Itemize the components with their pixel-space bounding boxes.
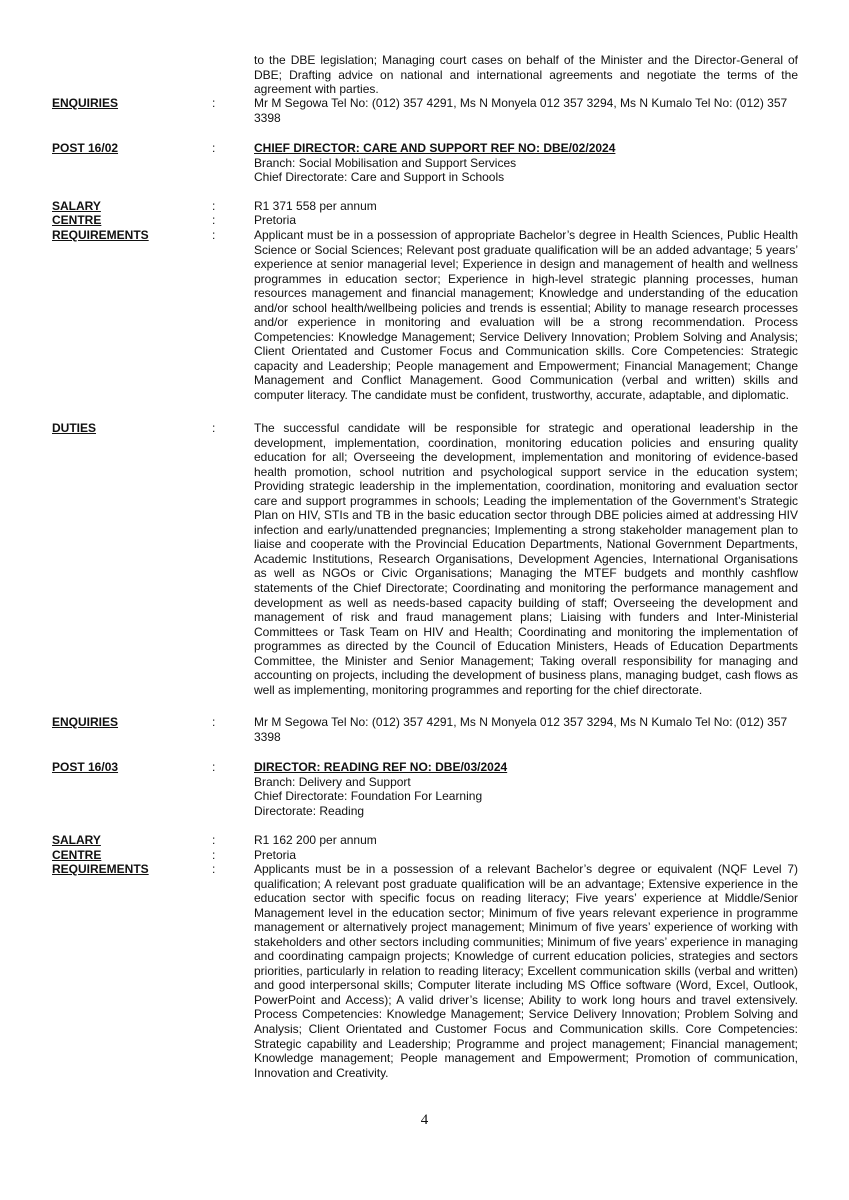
colon: : xyxy=(212,228,216,242)
post-details xyxy=(254,760,798,818)
requirements-label: REQUIREMENTS xyxy=(52,228,149,242)
colon: : xyxy=(212,833,216,847)
centre-label: CENTRE xyxy=(52,848,102,862)
post-label: POST 16/03 xyxy=(52,760,119,774)
salary-value: R1 162 200 per annum xyxy=(254,833,377,847)
centre-value: Pretoria xyxy=(254,848,297,862)
colon: : xyxy=(212,96,216,110)
colon: : xyxy=(212,421,216,435)
directorate-text: Directorate: Reading xyxy=(254,803,365,818)
colon: : xyxy=(212,760,216,774)
duties-label: DUTIES xyxy=(52,421,97,435)
colon: : xyxy=(212,862,216,876)
colon: : xyxy=(212,715,216,729)
colon: : xyxy=(212,141,216,155)
enquiries-text: Mr M Segowa Tel No: (012) 357 4291, Ms N Monyela 012 357 3294, Ms N Kumalo Tel No: (012) 357 3398 xyxy=(254,96,788,125)
enquiries-label: ENQUIRIES xyxy=(52,715,119,729)
page-number: 4 xyxy=(420,1112,429,1128)
post-label: POST 16/02 xyxy=(52,141,119,155)
enquiries-label: ENQUIRIES xyxy=(52,96,119,110)
colon: : xyxy=(212,213,216,227)
post-title: CHIEF DIRECTOR: CARE AND SUPPORT REF NO: DBE/02/2024 xyxy=(254,141,616,155)
requirements-text: Applicants must be in a possession of a relevant Bachelor’s degree or equivalent (NQF Level 7) qualification; A relevant post graduate qualification will be an advantage; Extensive experience in the education sector with specific focus on reading literacy; Five years’ experience at Middle/Senior Management level in the education sector; Minimum of five years relevant experience in programme management or alternatively project management; Minimum of five years’ experience of working with stakeholders and other sectors including communities; Minimum of five years’ experience in managing and coordinating campaign projects; Knowledge of current education policies, strategies and sectors priorities, particularly in relation to reading literacy; Excellent communication skills (verbal and written) and good interpersonal skills; Computer literate including MS Office software (Word, Excel, Outlook, PowerPoint and Access); A valid driver’s license; Ability to work long hours and travel extensively. Process Competencies: Knowledge Management; Service Delivery Innovation; Problem Solving and Analysis; Client Orientated and Customer Focus and Communication skills. Core Competencies: Strategic capability and Leadership; Programme and project management; Financial management; Knowledge management; People management and Empowerment; Promotion of communication, Innovation and Creativity. xyxy=(254,862,798,1080)
chief-directorate-text: Chief Directorate: Foundation For Learning xyxy=(254,789,483,804)
salary-value: R1 371 558 per annum xyxy=(254,199,377,213)
requirements-text: Applicant must be in a possession of appropriate Bachelor’s degree in Health Sciences, Public Health Science or Social Sciences; Relevant post graduate qualification will be an added advantage; 5 years’ experience at senior managerial level; Experience in design and management of health and wellness programmes in education sector; Experience in high-level strategic planning processes, human resources management and financial management; Knowledge and understanding of the education and/or school health/wellbeing policies and trends is essential; Ability to manage research processes and/or experience in monitoring and evaluation will be a strong recommendation. Process Competencies: Knowledge Management; Service Delivery Innovation; Problem Solving and Analysis; Client Orientated and Customer Focus and Communication skills. Core Competencies: Strategic capacity and Leadership; People management and Empowerment; Financial Management; Change Management and Conflict Management. Good Communication (verbal and written) skills and computer literacy. The candidate must be confident, trustworthy, accurate, adaptable, and diplomatic. xyxy=(254,228,798,403)
colon: : xyxy=(212,199,216,213)
requirements-label: REQUIREMENTS xyxy=(52,862,149,876)
colon: : xyxy=(212,848,216,862)
branch-text: Branch: Social Mobilisation and Support Services xyxy=(254,155,517,170)
salary-label: SALARY xyxy=(52,833,101,847)
post-details xyxy=(254,141,798,185)
duties-text: The successful candidate will be responsible for strategic and operational leadership in the development, implementation, coordination, monitoring education policies and ensuring quality education for all; Overseeing the development, implementation and monitoring of evidence-based health promotion, school nutrition and psychological support service in the education system; Providing strategic leadership in the implementation, coordination, monitoring and evaluation sector care and support programmes in schools; Leading the implementation of the Government’s Strategic Plan on HIV, STIs and TB in the basic education sector through DBE policies aimed at addressing HIV infection and early/unattended pregnancies; Implementing a strong stakeholder management plan to liaise and cooperate with the Provincial Education Departments, National Government Departments, Academic Institutions, Research Organisations, Development Agencies, International Organisations as well as NGOs or Civic Organisations; Managing the MTEF budgets and monthly cashflow statements of the Chief Directorate; Coordinating and monitoring the performance management and development as well as needs-based capacity building of staff; Overseeing the development and management of risk and fraud management plans; Liaising with funders and Inter-Ministerial Committees or Task Team on HIV and Health; Coordinating and monitoring the implementation of programmes as directed by the Council of Education Ministers, Heads of Education Departments Committee, the Minister and Senior Management; Taking overall responsibility for managing and accounting on projects, including the development of business plans, managing budget, cash flows as well as implementing, monitoring programmes and reporting for the chief directorate. xyxy=(254,421,798,697)
centre-label: CENTRE xyxy=(52,213,102,227)
centre-value: Pretoria xyxy=(254,213,297,227)
directorate-text: Chief Directorate: Care and Support in Schools xyxy=(254,170,505,185)
post-title: DIRECTOR: READING REF NO: DBE/03/2024 xyxy=(254,760,508,774)
salary-label: SALARY xyxy=(52,199,101,213)
branch-text: Branch: Delivery and Support xyxy=(254,774,411,789)
enquiries-text: Mr M Segowa Tel No: (012) 357 4291, Ms N Monyela 012 357 3294, Ms N Kumalo Tel No: (012) 357 3398 xyxy=(254,715,788,744)
continuation-text: to the DBE legislation; Managing court cases on behalf of the Minister and the Director-General of DBE; Drafting advice on national and international agreements and negotiate the terms of the agreement with parties. xyxy=(254,53,798,97)
